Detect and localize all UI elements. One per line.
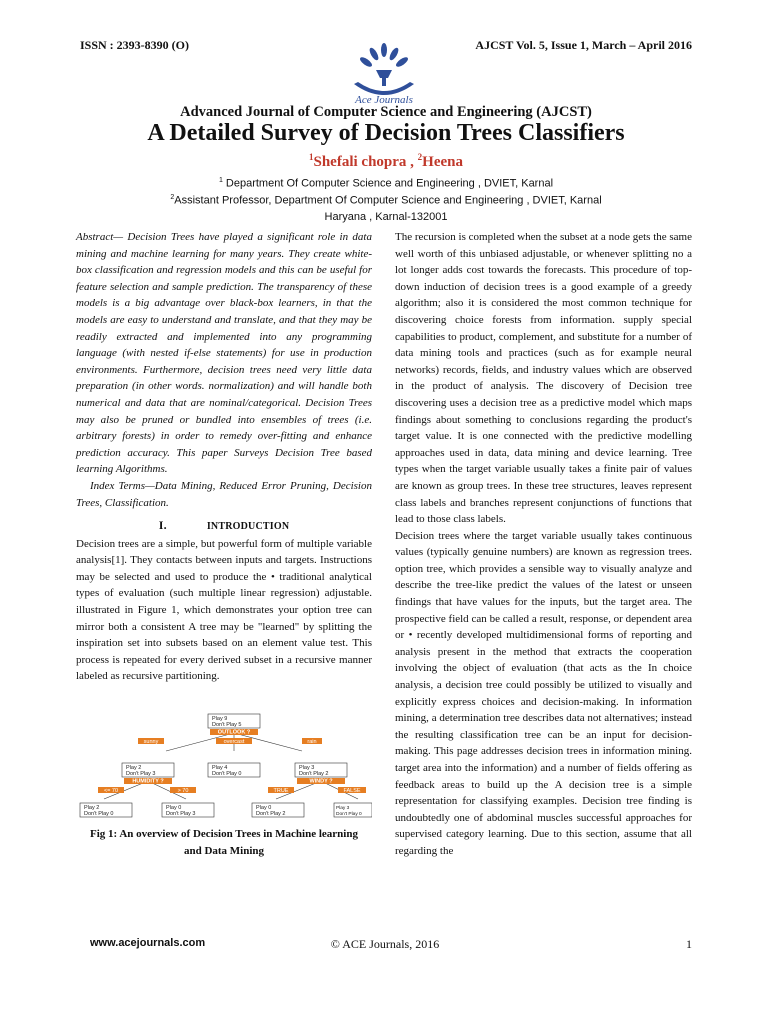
node-rain-line-1: Play 3 (299, 765, 315, 771)
author1-mark: 1 (308, 152, 314, 162)
footer-copyright: © ACE Journals, 2016 (330, 937, 440, 951)
edge-label-sunny: sunny (143, 738, 159, 745)
windy-attribute: WINDY ? (309, 778, 333, 785)
journal-name: Advanced Journal of Computer Science and Engineering (AJCST) (180, 104, 592, 120)
author2-mark: 2 (417, 152, 423, 162)
decision-tree-figure (76, 711, 372, 823)
page-number: 1 (686, 937, 692, 951)
affiliation-1-text: Department Of Computer Science and Engineering , DVIET, Karnal (222, 177, 554, 190)
edge-label-le70: <= 70 (103, 787, 119, 794)
figure-caption (76, 826, 372, 860)
node-overcast-line-1: Play 4 (212, 765, 228, 771)
root-line-1: Play 9 (212, 716, 228, 722)
leaf-3-line-2: Don't Play 2 (256, 811, 286, 817)
humidity-attribute: HUMIDITY ? (132, 778, 164, 785)
right-paragraph-1: The recursion is completed when the subset at a node gets the same well worth of this unbiased adjustable, or whenever splitting no a lot longer adds cost towards the forecasts. This procedure of top-down induction of decision trees is a good example of a greedy algorithm; also it is considered the most common technique for discovering choice forests from information. supply special capabilities to product, complement, and substitute for a number of data mining tools and practices (such as for example neural networks) records, fields, and industry values which are observed in the product of analysis. The discovery of Decision tree discovering uses a decision tree as a predictive model which maps findings about something to conclusions regarding the product's target value. It is one connected with the predictive modelling approaches used in data, data mining and device learning. Tree types when the target variable usually takes a finite pair of values are known as group trees. In these tree structures, leaves represent class labels and branches represent conjunctions of functions that lead to those class labels. (395, 231, 692, 526)
leaf-3-line-1: Play 0 (256, 805, 272, 811)
leaf-1-line-2: Don't Play 0 (84, 811, 114, 817)
section-heading (76, 517, 372, 536)
volume-label: AJCST Vol. 5, Issue 1, March – April 2016 (475, 38, 692, 52)
right-paragraph-2: Decision trees where the target variable usually takes continuous values (typically genuine numbers) are known as regression trees. option tree, which provides a sensible way to visually analyze and describe the tree-like predict the values of the latest or unseen findings that have values for the inputs, but the target area. The prospective field can be called a result, response, or dependent area or • recently developed multidimensional forms of reporting and analysis present in the method that extracts the cooperation involving the object of evaluation (that acts as the In choice analysis, a decision tree could possibly be utilized to visually and explicitly express choices and decision-making. In information mining, a determination tree describes data not alternatives; instead the resulting classification tree can be an input for decision-making. This page addresses decision trees in information mining. target area into the information) and a number of fields offering as feedback areas to build up the A decision tree is a simple representation for classifying examples. Decision tree finding is undoubtedly one of abdominal muscles successful approaches for supervised category learning. Due to this section, assume that all regarding the (395, 529, 692, 857)
affiliation-2-mark: 2 (170, 194, 175, 201)
node-sunny-line-1: Play 2 (126, 765, 142, 771)
intro-paragraph: Decision trees are a simple, but powerful form of multiple variable analysis[1]. They contacts between inputs and targets. Instructions may be selected and used to produce the • traditional analytical types of evaluation (such multiple linear regression) adjustable. illustrated in Figure 1, which demonstrates your option tree can mirror both a consistent A tree may be "learned" by splitting the inspiration set into subsets based on an element value test. This process is repeated for every derived subset in a recursive manner labeled as recursive partitioning. (76, 537, 372, 683)
author1-name: Shefali chopra (313, 154, 407, 170)
leaf-1-line-1: Play 2 (84, 805, 100, 811)
edge-label-gt70: > 70 (177, 787, 189, 794)
issn-label: ISSN : 2393-8390 (O) (80, 38, 190, 52)
node-rain-line-2: Don't Play 2 (299, 771, 329, 777)
affiliation-1-mark: 1 (218, 177, 223, 184)
edge-label-true: TRUE (273, 787, 289, 794)
edge-label-rain: rain (307, 738, 317, 745)
leaf-4-line-1: Play 3 (336, 806, 350, 811)
root-line-2: Don't Play 5 (212, 722, 242, 728)
leaf-2-line-2: Don't Play 3 (166, 811, 196, 817)
affiliation-2-text: Assistant Professor, Department Of Computer Science and Engineering , DVIET, Karnal (174, 194, 602, 207)
author-line (80, 152, 692, 171)
leaf-2-line-1: Play 0 (166, 805, 182, 811)
index-terms: Index Terms—Data Mining, Reduced Error Pruning, Decision Trees, Classification. (76, 479, 372, 509)
right-column (395, 229, 692, 860)
leaf-4-line-2: Don't Play 0 (336, 812, 362, 817)
affiliation-1 (80, 177, 692, 190)
left-column (76, 229, 372, 685)
author-separator: , (406, 154, 418, 170)
node-overcast-line-2: Don't Play 0 (212, 771, 242, 777)
edge-label-false: FALSE (343, 787, 361, 794)
section-number: I. (158, 518, 167, 533)
figure-caption-line-2: and Data Mining (183, 845, 265, 857)
affiliation-2 (80, 194, 692, 207)
paper-title: A Detailed Survey of Decision Trees Classifiers (147, 120, 625, 146)
section-title: INTRODUCTION (206, 521, 290, 533)
root-attribute: OUTLOOK ? (217, 729, 251, 736)
affiliation-3: Haryana , Karnal-132001 (324, 211, 448, 223)
figure-caption-line-1: Fig 1: An overview of Decision Trees in Machine learning (90, 828, 358, 840)
footer-url: www.acejournals.com (90, 937, 206, 949)
edge-label-overcast: overcast (223, 738, 245, 745)
author2-name: Heena (422, 154, 463, 170)
abstract: Abstract— Decision Trees have played a significant role in data mining and machine learning for many years. They create white-box classification and regression models and this can be useful for feature selection and sample prediction. The transparency of these models is a big advantage over black-box learners, in that the models are easy to understand and translate, and that they may be readily extracted and implemented into any programming language (with nested if-else statements) for use in production environments. Furthermore, decision trees need very little data preparation (in other words. normalization) and will handle both numerical and data that are nominal/categorical. Decision Trees may also be pruned or bundled into ensembles of trees (i.e. arbitrary forests) in order to remedy over-fitting and enhance prediction accuracy. This paper Surveys Decision Tree based learning Algorithms. (76, 231, 372, 476)
node-sunny-line-2: Don't Play 3 (126, 771, 156, 777)
logo-text: Ace Journals (355, 94, 413, 106)
